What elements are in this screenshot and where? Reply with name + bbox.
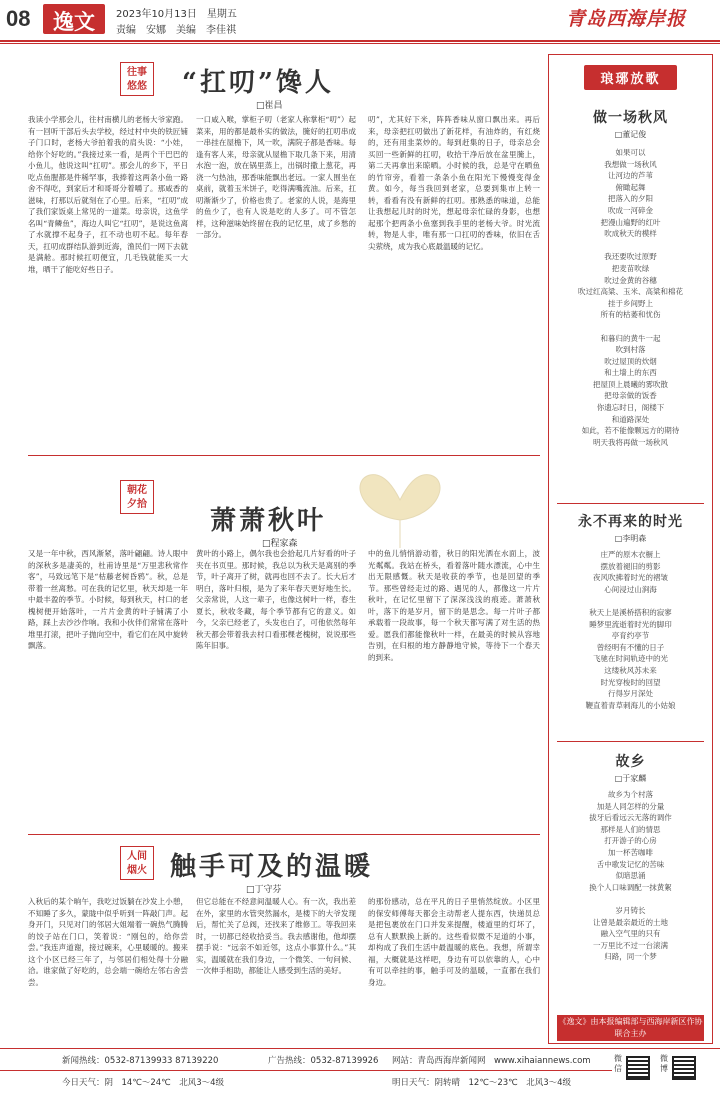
article-byline: □丁守芬 — [246, 885, 282, 895]
poem-line: 所有的枯萎和忧伤 — [600, 310, 661, 320]
poem-line: 拔牙后看远云无落的调作 — [589, 813, 672, 823]
section-badge — [43, 4, 105, 34]
poem-line — [549, 321, 712, 333]
article-column: 入秋后的某个晌午，我吃过饭躺在沙发上小憩，不知睡了多久，蒙眬中似乎听到一阵敲门声。起身开门，只见对门的邻居大姐端着一碗热气腾腾的饺子站在门口，笑着说：“刚包的，给你尝尝。”我连声道谢，接过碗来，心里暖暖的。搬来这个小区已经三年了，与邻居们相处得十分融洽。谁家做了好吃的，总会端一碗给左邻右舍尝尝。 — [28, 897, 188, 987]
poem-line: 舌中歌发记忆的苦味 — [596, 859, 665, 869]
poem-line: 明天我将再做一场秋风 — [593, 437, 668, 447]
wechat-qr-icon[interactable] — [626, 1056, 650, 1080]
poetry-sidebar — [548, 54, 713, 1044]
poem-line: 曾经明有不懂的日子 — [596, 642, 665, 652]
poem-line: 让河边的芦苇 — [608, 171, 653, 181]
poem-line — [549, 595, 712, 607]
poem-line: 换个人口味调配一抹黄絮 — [589, 882, 672, 892]
poem-line: 和暮归的黄牛一起 — [600, 333, 661, 343]
poem-line: 加是人同怎样的分量 — [596, 801, 665, 811]
news-hotline: 新闻热线：0532-87139933 87139220 — [62, 1056, 219, 1066]
poem-line — [549, 893, 712, 905]
article-column: 我读小学那会儿，往村南横儿的老杨大爷家跑。有一回听干部后头去学校，经过村中央的铁匠铺子门口时，老杨大爷拍着我的肩头说：“小娃，给你个好吃的。”我接过来一看，是两个干巴巴的小鱼儿，他说这叫“扛叨”。那会儿的乡下，平日吃点鱼腥都是件稀罕事，我捧着这两条小鱼一路舍不得吃，到家后才和哥哥分着嚼了。那咸香的滋味，打那以后就刻在了心里。后来，“扛叨”成了我们家饭桌上常见的一道菜。母亲说，这鱼学名叫“青鳞鱼”，海边人叫它“扛叨”，是说这鱼离了水就撑不起身子，扛不动也叨不起。每年春天，扛叨成群结队游到近海，渔民们一网下去就是满舱。那时候扛叨便宜，几毛钱就能买一大堆，晒干了能吃好些日子。 — [28, 115, 188, 274]
masthead — [0, 0, 720, 42]
poem-body — [549, 147, 712, 448]
article-column: 的那份感动，总在平凡的日子里悄然绽放。小区里的保安师傅每天都会主动帮老人提东西，快递员总是把包裹放在门口并发来提醒，楼道里的灯坏了，总有人默默换上新的。这些看似微不足道的小事，却构成了我们生活中最温暖的底色。我想，所谓幸福，大概就是这样吧，身边有可以依靠的人，心中有可以牵挂的事，触手可及的温暖，一直都在我们身边。 — [368, 897, 540, 987]
website[interactable]: 网站：青岛西海岸新闻网 www.xihaiannews.com — [392, 1056, 591, 1066]
poem-line: 把屋顶上晨曦的雾吹散 — [593, 379, 668, 389]
poem-line: 你遗忘时日，阁楼下 — [596, 403, 665, 413]
poem-line: 俯瞰起舞 — [615, 182, 646, 192]
poem-line: 心间浸过山涧海 — [604, 584, 657, 594]
poem-author: □于家麟 — [614, 774, 647, 783]
article-tag: 往事 悠悠 — [127, 67, 147, 92]
poem-divider — [557, 503, 704, 504]
article-tag-stamp — [120, 480, 154, 514]
poem-line: 把母亲做的饭香 — [604, 391, 657, 401]
footer-rule-mid — [0, 1070, 612, 1071]
page-number: 08 — [6, 6, 31, 31]
footer-rule — [0, 1048, 720, 1049]
article-title: “扛叨”馋人 — [182, 68, 334, 98]
poem-line: 岁月铸长 — [615, 905, 646, 915]
article-column: 又是一年中秋，西风渐紧，落叶翩翩。诗人眼中的深秋多是凄美的，杜甫诗里是“万里悲秋常作客”，马致远笔下是“枯藤老树昏鸦”。秋，总是带着一丝离愁。可在我的记忆里，秋天却是一年中最丰盈的季节。小时候，每到秋天，村口的老槐树便开始落叶，一片片金黄的叶子铺满了小路，踩上去沙沙作响。我和小伙伴们常常在落叶堆里打滚，把叶子抛向空中，看它们在风中旋转飘落。 — [28, 549, 188, 650]
weather-tomorrow: 明日天气：阴转晴 12℃～23℃ 北风3～4级 — [392, 1078, 572, 1088]
poem-line: 摆放着褪旧的剪影 — [600, 561, 661, 571]
article-column: 一口咸入喉，掌柜子叨（老家人称掌柜“叨”）起菜来，用的都是最朴实的做法，腌好的扛叨串成一串挂在屋檐下，风一吹，满院子都是香味。每逢有客人来，母亲就从屋檐下取几条下来，用清水泡一泡，放在锅里蒸上，出锅时撒上葱花，再浇一勺热油，那香味能飘出老远。一家人围坐在桌前，就着玉米饼子，吃得满嘴流油。后来，扛叨渐渐少了，价格也贵了。老家的人说，是海里的鱼少了，也有人说是吃的人多了。可不管怎样，这种滋味始终留在我的记忆里，成了乡愁的一部分。 — [196, 115, 356, 239]
poem-line: 让曾是最亲最近的土地 — [593, 917, 668, 927]
poem-line: 吹到村落 — [615, 345, 646, 355]
article-divider — [28, 455, 540, 456]
poem-line: 故乡为个村落 — [608, 790, 653, 799]
article-column: 黄叶的小路上，偶尔我也会拾起几片好看的叶子夹在书页里。那时候，我总以为秋天是离别的季节，叶子离开了树，就再也回不去了。长大后才明白，落叶归根，是为了来年春天更好地生长。父亲常说，人这一辈子，也像这树叶一样，春生夏长，秋收冬藏，每个季节都有它的意义。如今，父亲已经老了，头发也白了，可他依然每年秋天都会带着我去村口看那棵老槐树，说说那些陈年旧事。 — [196, 549, 356, 650]
poem-line: 鞭直着青草刺海儿的小姑娘 — [585, 700, 676, 710]
poem-line: 那样是人们的情思 — [600, 824, 661, 834]
poem-line: 如此，若不能像颗远方的期待 — [581, 426, 680, 436]
poem-line: 亭育约亭节 — [611, 631, 650, 641]
article-tag-stamp — [120, 62, 154, 96]
article-tag: 朝花 夕拾 — [127, 485, 147, 510]
poem-line: 把漫山遍野的红叶 — [600, 217, 661, 227]
poem-line: 我还要吹过原野 — [604, 252, 657, 262]
poem-line: 一万里比不过一台滚满 — [593, 940, 668, 950]
wechat-label: 微信 — [614, 1054, 622, 1073]
poem-line: 和道路深处 — [611, 414, 650, 424]
poem-divider — [557, 741, 704, 742]
newspaper-logo: 青岛西海岸报 — [566, 8, 687, 30]
article-tag: 人间 烟火 — [127, 851, 147, 876]
poem-line: 吹过屋顶的炊烟 — [604, 356, 657, 366]
poem-line: 吹过金黄的谷穗 — [604, 275, 657, 285]
poem-body — [549, 789, 712, 963]
issue-date: 2023年10月13日 星期五 — [116, 9, 237, 20]
article-byline: □程家森 — [262, 539, 298, 549]
article-column: 但它总能在不经意间温暖人心。有一次，我出差在外，家里的水管突然漏水，是楼下的大爷发现后，帮忙关了总阀，还找来了维修工。等我回来时，一切都已经收拾妥当。我去感谢他，他却摆摆手说：“远亲不如近邻，这点小事算什么。”其实，温暖就在我们身边，一个微笑、一句问候、一次伸手相助，都能让人感受到生活的美好。 — [196, 897, 356, 975]
poem-author: □董记俊 — [614, 130, 647, 139]
poem-line: 夜风吹拂着时光的褶皱 — [593, 573, 668, 583]
poem-body — [549, 549, 712, 711]
poem-line: 加一杯苦咖啡 — [608, 847, 653, 857]
poem-line: 秋天上是溪桥搭积的寂寥 — [589, 607, 672, 617]
poem-line: 时光穿梭时的回望 — [600, 677, 661, 687]
header-rule-thin — [0, 43, 720, 44]
poem-line: 庄严的原木衣橱上 — [600, 550, 661, 559]
poem-line: 打开游子的心房 — [604, 836, 657, 846]
article-title: 萧萧秋叶 — [210, 506, 327, 536]
poem-line: 把麦苗吹绿 — [611, 263, 650, 273]
poem-line: 吹成一河碎金 — [608, 205, 653, 215]
poem-line: 把落入的夕阳 — [608, 194, 653, 204]
poem-line: 飞驰在时间轨迹中的光 — [593, 654, 668, 664]
poem-line: 挂于乡间野上 — [608, 298, 653, 308]
poem-line: 我想做一场秋风 — [604, 159, 657, 169]
poem-line — [549, 240, 712, 252]
poem-line: 这缕秋风苏未来 — [604, 665, 657, 675]
poem-line: 和土墙上的东西 — [604, 368, 657, 378]
weibo-label: 微博 — [660, 1054, 668, 1073]
section-title: 逸文 — [53, 10, 95, 34]
weibo-qr-icon[interactable] — [672, 1056, 696, 1080]
header-rule — [0, 40, 720, 42]
ginkgo-leaf-icon — [340, 470, 460, 550]
article-title: 触手可及的温暖 — [170, 852, 374, 882]
article-byline: □崔昌 — [256, 101, 283, 111]
article-column: 中的鱼儿悄悄游动着，秋日的阳光洒在水面上，波光粼粼。我站在桥头，看着落叶随水漂流，心中生出无限感慨。秋天是收获的季节，也是回望的季节。那些曾经走过的路、遇见的人，都像这一片片秋叶，在记忆里留下了深深浅浅的痕迹。萧萧秋叶，落下的是岁月，留下的是思念。每一片叶子都承载着一段故事，每一个秋天都写满了对生活的热爱。愿我们都能像秋叶一样，在最美的时候从容地告别，在归根的地方静静地守候，等待下一个春天的到来。 — [368, 549, 540, 662]
poem-line: 如果可以 — [615, 148, 646, 157]
editors: 责编 安娜 美编 李佳祺 — [116, 25, 236, 36]
poetry-column-title: 琅琊放歌 — [584, 65, 676, 90]
article-tag-stamp — [120, 846, 154, 880]
poem-title: 做一场秋风 — [593, 110, 668, 126]
poem-line: 吹成秋天的模样 — [604, 229, 657, 239]
organizer-note: 《逸文》由本报编辑部与西海岸新区作协联合主办 — [557, 1015, 704, 1041]
weather-today: 今日天气：阴 14℃～24℃ 北风3～4级 — [62, 1078, 225, 1088]
poem-line: 似暗思涌 — [615, 871, 646, 881]
poem-line: 睡梦里流逝着时光的脚印 — [589, 619, 672, 629]
article-column: 叨”，尤其好下米，阵阵香味从窗口飘出来。再后来，母亲把扛叨做出了新花样，有油炸的，有红烧的，还有用韭菜炒的。每到赶集的日子，母亲总会买回一些新鲜的扛叨，收拾干净后放在盆里腌上，第二天再拿出来晾晒。小时候的我，总是守在晒鱼的竹帘旁，看着一条条小鱼在阳光下慢慢变得金黄。如今，每当我回到老家，总要到集市上转一转，看看有没有新鲜的扛叨。那熟悉的味道，总能让我想起儿时的时光，想起母亲忙碌的身影，也想起那个把两条小鱼塞到我手里的老杨大爷。时光流转，物是人非，唯有那一口扛叨的香味，依旧在舌尖萦绕，成为我心底最温暖的记忆。 — [368, 115, 540, 251]
poem-line: 融入空气里的只有 — [600, 929, 661, 939]
poem-line: 归路，同一个梦 — [604, 952, 657, 962]
poem-line: 行得岁月深处 — [608, 689, 653, 699]
poetry-column-head — [549, 65, 712, 89]
poem-author: □李明森 — [614, 534, 647, 543]
poem-title: 故乡 — [615, 754, 646, 770]
footer — [0, 1048, 720, 1095]
poem-line: 吹过红高粱、玉米、高粱和棉花 — [578, 287, 683, 297]
ad-hotline: 广告热线：0532-87139926 — [268, 1056, 379, 1066]
poem-title: 永不再来的时光 — [578, 514, 683, 530]
article-divider — [28, 834, 540, 835]
